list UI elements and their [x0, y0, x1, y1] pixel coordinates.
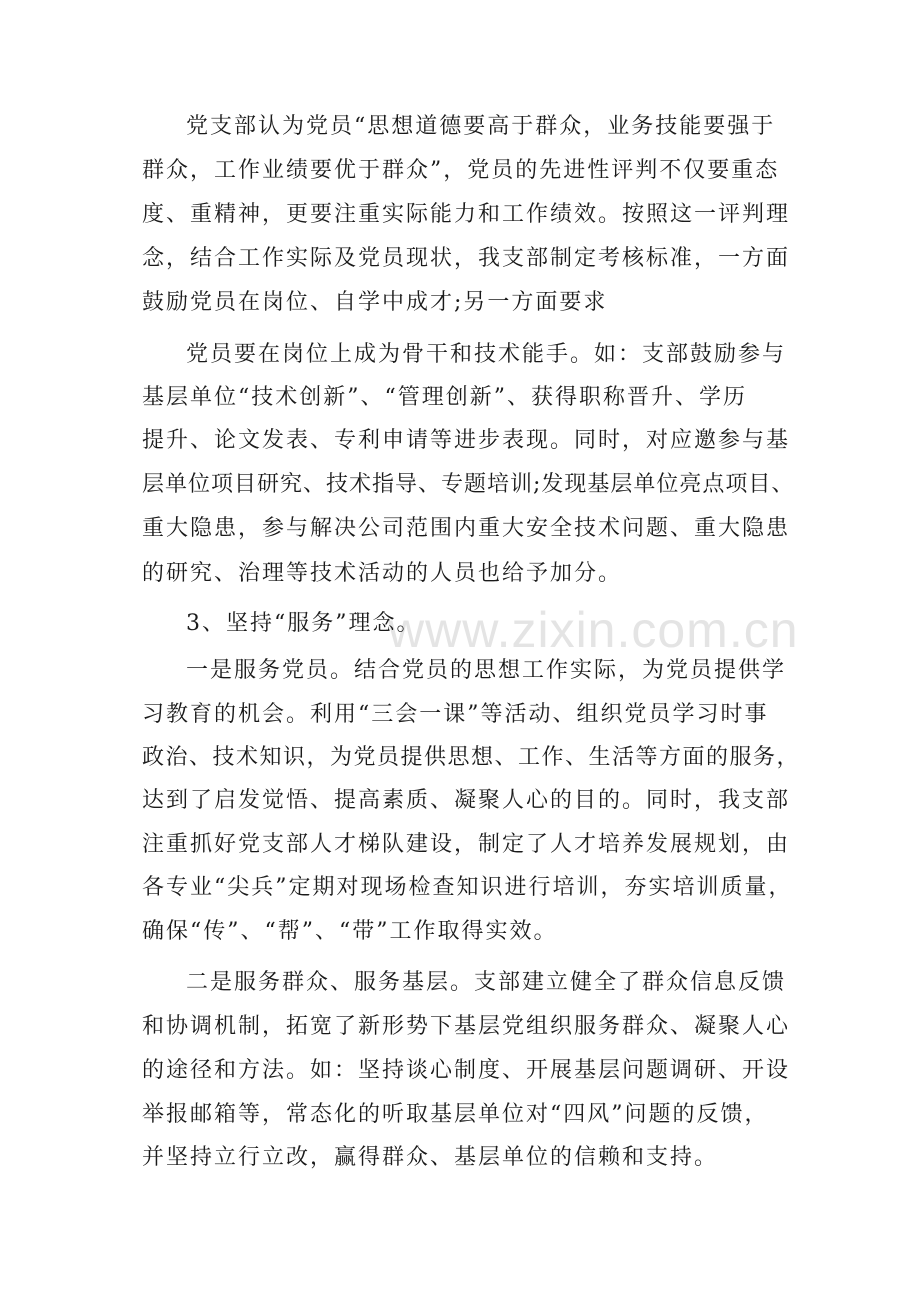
text-line: 度、重精神，更要注重实际能力和工作绩效。按照这一评判理 — [142, 202, 791, 227]
text-line: 举报邮箱等，常态化的听取基层单位对“四风”问题的反馈， — [142, 1102, 769, 1127]
text-line: 群众，工作业绩要优于群众”，党员的先进性评判不仅要重态 — [142, 158, 780, 183]
text-line: 念，结合工作实际及党员现状，我支部制定考核标准，一方面 — [142, 246, 791, 271]
text-line: 达到了启发觉悟、提高素质、凝聚人心的目的。同时，我支部 — [142, 788, 791, 813]
text-line: 鼓励党员在岗位、自学中成才;另一方面要求 — [142, 290, 608, 315]
text-line: 和协调机制，拓宽了新形势下基层党组织服务群众、凝聚人心 — [142, 1014, 791, 1039]
text-line: 政治、技术知识，为党员提供思想、工作、生活等方面的服务， — [142, 745, 801, 770]
text-line: 注重抓好党支部人才梯队建设，制定了人才培养发展规划，由 — [142, 832, 791, 857]
text-line: 党员要在岗位上成为骨干和技术能手。如：支部鼓励参与 — [186, 342, 787, 367]
text-line: 党支部认为党员“思想道德要高于群众，业务技能要强于 — [186, 114, 776, 139]
text-line: 层单位项目研究、技术指导、专题培训;发现基层单位亮点项目、 — [142, 472, 795, 497]
text-line: 并坚持立行立改，赢得群众、基层单位的信赖和支持。 — [142, 1145, 719, 1170]
text-line: 一是服务党员。结合党员的思想工作实际，为党员提供学 — [186, 658, 787, 683]
text-line: 确保“传”、“帮”、“带”工作取得实效。 — [142, 919, 558, 944]
text-line: 的研究、治理等技术活动的人员也给予加分。 — [142, 561, 623, 586]
text-line: 提升、论文发表、专利申请等进步表现。同时，对应邀参与基 — [142, 428, 791, 453]
text-line: 习教育的机会。利用“三会一课”等活动、组织党员学习时事 — [142, 702, 769, 727]
text-line: 二是服务群众、服务基层。支部建立健全了群众信息反馈 — [186, 970, 787, 995]
text-line: 的途径和方法。如：坚持谈心制度、开展基层问题调研、开设 — [142, 1058, 791, 1083]
text-line: 3、坚持“服务”理念。 — [186, 611, 421, 636]
text-line: 基层单位“技术创新”、“管理创新”、获得职称晋升、学历 — [142, 385, 747, 410]
text-line: 重大隐患，参与解决公司范围内重大安全技术问题、重大隐患 — [142, 516, 791, 541]
watermark: www.zixin.com.cn — [388, 602, 799, 658]
text-line: 各专业“尖兵”定期对现场检查知识进行培训，夯实培训质量， — [142, 875, 793, 900]
